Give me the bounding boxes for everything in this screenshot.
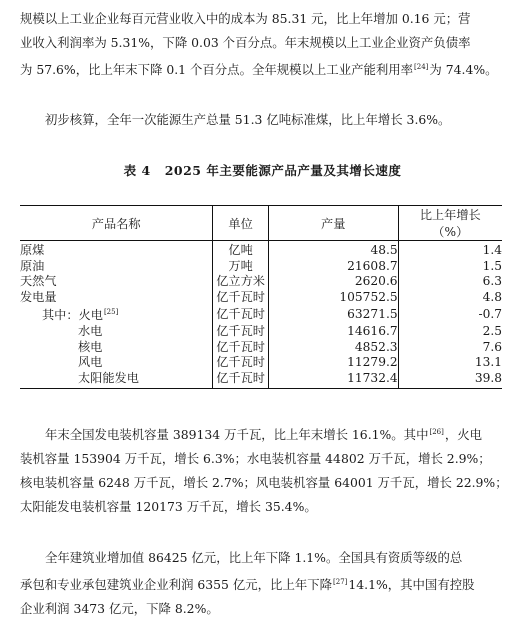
cell-name: 原煤 — [20, 243, 45, 257]
text-fragment: 14.1%，其中国有控股 — [348, 577, 475, 593]
paragraph-line: 企业利润 3473 亿元，下降 8.2%。 — [20, 601, 219, 617]
paragraph-line: 初步核算，全年一次能源生产总量 51.3 亿吨标准煤，比上年增长 3.6%。 — [45, 112, 451, 127]
table-row — [20, 355, 502, 371]
paragraph-line: 规模以上工业企业每百元营业收入中的成本为 85.31 元，比上年增加 0.16 元；营 — [20, 11, 471, 26]
table-row — [20, 259, 502, 275]
paragraph-power-capacity — [20, 420, 508, 519]
header-product-name: 产品名称 — [20, 206, 213, 241]
table-row — [20, 290, 502, 306]
cell-name: 太阳能发电 — [78, 370, 139, 385]
footnote-marker[interactable]: [24] — [414, 63, 429, 71]
footnote-marker[interactable]: [27] — [333, 578, 348, 586]
cell-output: 4852.3 — [268, 340, 398, 356]
cell-unit: 亿千瓦时 — [213, 305, 268, 324]
paragraph-line: 太阳能发电装机容量 120173 万千瓦，增长 35.4%。 — [20, 499, 317, 515]
cell-name: 发电量 — [20, 289, 57, 304]
paragraph-line — [20, 570, 502, 597]
paragraph-line — [20, 420, 502, 447]
text-fragment: ，火电 — [444, 427, 483, 443]
footnote-marker[interactable]: [25] — [103, 308, 119, 317]
cell-name: 原油 — [20, 258, 45, 273]
cell-unit: 亿千瓦时 — [213, 355, 268, 371]
cell-output: 11279.2 — [268, 355, 398, 371]
cell-output: 48.5 — [268, 241, 398, 259]
cell-unit: 亿立方米 — [213, 274, 268, 290]
cell-growth: 1.4 — [398, 241, 502, 259]
table-row — [20, 241, 502, 259]
paragraph-line: 业收入利润率为 5.31%，下降 0.03 个百分点。年末规模以上工业企业资产负债率 — [20, 35, 471, 50]
cell-growth: 1.5 — [398, 259, 502, 275]
cell-output: 11732.4 — [268, 371, 398, 389]
cell-growth: 2.5 — [398, 324, 502, 340]
header-growth-line1: 比上年增长 — [419, 208, 481, 222]
cell-growth: 13.1 — [398, 355, 502, 371]
cell-unit: 亿千瓦时 — [213, 340, 268, 356]
cell-growth: -0.7 — [398, 305, 502, 324]
text-fragment: 年末全国发电装机容量 389134 万千瓦，比上年末增长 16.1%。其中 — [45, 427, 429, 443]
table-row — [20, 324, 502, 340]
cell-growth: 39.8 — [398, 371, 502, 389]
paragraph-industrial-profit — [20, 7, 502, 82]
cell-growth: 4.8 — [398, 290, 502, 306]
cell-output: 14616.7 — [268, 324, 398, 340]
energy-output-table — [20, 205, 502, 389]
header-output: 产量 — [268, 206, 398, 241]
table-row — [20, 305, 502, 324]
cell-unit: 亿吨 — [213, 241, 268, 259]
cell-growth: 7.6 — [398, 340, 502, 356]
table-number: 表 4 — [123, 163, 151, 178]
paragraph-line: 核电装机容量 6248 万千瓦，增长 2.7%；风电装机容量 64001 万千瓦，增长 22.9%； — [20, 475, 508, 491]
table-row — [20, 371, 502, 389]
cell-output: 63271.5 — [268, 305, 398, 324]
cell-unit: 万吨 — [213, 259, 268, 275]
table-header-row — [20, 206, 502, 241]
cell-output: 2620.6 — [268, 274, 398, 290]
header-unit: 单位 — [213, 206, 268, 241]
cell-output: 105752.5 — [268, 290, 398, 306]
cell-name: 核电 — [78, 339, 103, 354]
header-growth — [398, 206, 502, 241]
footnote-marker[interactable]: [26] — [429, 428, 444, 436]
cell-name-text: 其中：火电 — [42, 308, 103, 323]
table-row — [20, 340, 502, 356]
cell-name — [20, 305, 213, 324]
cell-unit: 亿千瓦时 — [213, 290, 268, 306]
cell-growth: 6.3 — [398, 274, 502, 290]
cell-name: 风电 — [78, 355, 103, 370]
header-growth-line2: （%） — [432, 225, 469, 239]
cell-unit: 亿千瓦时 — [213, 324, 268, 340]
cell-name: 天然气 — [20, 274, 57, 289]
cell-name: 水电 — [78, 324, 103, 339]
text-fragment: 为 74.4%。 — [429, 62, 498, 78]
table-caption — [0, 161, 525, 179]
paragraph-energy-production — [20, 108, 502, 132]
text-fragment: 为 57.6%，比上年末下降 0.1 个百分点。全年规模以上工业产能利用率 — [20, 62, 414, 78]
table-row — [20, 274, 502, 290]
table-title: 2025 年主要能源产品产量及其增长速度 — [164, 163, 402, 178]
paragraph-line: 全年建筑业增加值 86425 亿元，比上年下降 1.1%。全国具有资质等级的总 — [45, 550, 463, 565]
paragraph-construction — [20, 546, 502, 621]
cell-output: 21608.7 — [268, 259, 398, 275]
paragraph-line — [20, 55, 502, 82]
text-fragment: 承包和专业承包建筑业企业利润 6355 亿元，比上年下降 — [20, 577, 333, 593]
paragraph-line: 装机容量 153904 万千瓦，增长 6.3%；水电装机容量 44802 万千瓦，增长 2.9%； — [20, 451, 491, 467]
cell-unit: 亿千瓦时 — [213, 371, 268, 389]
